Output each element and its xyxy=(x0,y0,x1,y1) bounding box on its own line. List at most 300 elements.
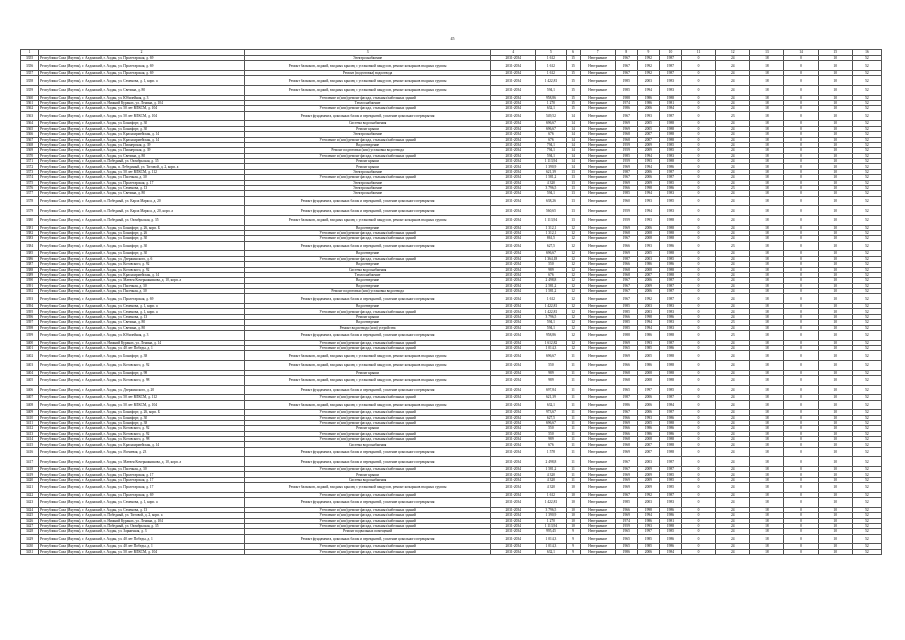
table-cell: 10 xyxy=(818,360,852,370)
table-cell: Неотрывное xyxy=(580,191,615,196)
table-cell: Система водоснабжения xyxy=(245,442,491,447)
table-cell: 18 xyxy=(750,549,784,554)
table-cell: Республика Саха (Якутия), г. Алданский, г. Алдан, ул. Красноармейская, д. 14 xyxy=(39,442,245,447)
table-cell: 11 xyxy=(566,370,580,375)
table-cell: 2007 xyxy=(637,137,659,142)
column-header-6: 6 xyxy=(566,50,580,56)
table-cell: 3381 xyxy=(21,225,39,230)
table-cell: 10 xyxy=(818,518,852,523)
table-cell: 52 xyxy=(852,346,881,351)
table-cell: 1983 xyxy=(659,498,681,508)
table-cell: 1986 xyxy=(659,415,681,420)
table-cell: Неотрывное xyxy=(580,370,615,375)
table-cell: Утепление и (или) ремонт фасада, стальных/кабельных зданий xyxy=(245,309,491,314)
table-cell: 52 xyxy=(852,186,881,191)
table-cell: 10 xyxy=(818,395,852,400)
column-header-10: 10 xyxy=(659,50,681,56)
table-cell: 1 390,9 xyxy=(536,164,566,169)
table-row xyxy=(21,61,882,71)
table-cell: 1965 xyxy=(615,534,637,544)
table-cell: Республика Саха (Якутия), г. Алданский, г. Алдан, ул. Свечина, д. 80 xyxy=(39,320,245,325)
table-cell: 0 xyxy=(784,283,818,288)
table-cell: 989 xyxy=(536,370,566,375)
table-cell: 11 xyxy=(566,420,580,425)
table-cell: 1 612 xyxy=(536,61,566,71)
table-cell: 0 xyxy=(784,256,818,261)
table-cell: 10 xyxy=(818,56,852,61)
table-cell: 13 xyxy=(566,191,580,196)
table-cell: 3383 xyxy=(21,236,39,241)
table-cell: 24 xyxy=(716,351,750,361)
table-cell: 10 xyxy=(818,230,852,235)
table-cell: 2005 xyxy=(637,351,659,361)
table-cell: 2031-2034 xyxy=(491,137,536,142)
table-cell: Республика Саха (Якутия), г. Алданский, г. Алдан, ул. 50 лет ВЛКСМ, д. 104 xyxy=(39,549,245,554)
table-cell: 0 xyxy=(682,320,716,325)
table-cell: 989 xyxy=(536,375,566,385)
table-cell: Утепление и (или) ремонт фасада, стальных/кабельных зданий xyxy=(245,544,491,549)
table-cell: 52 xyxy=(852,437,881,442)
table-cell: 2031-2034 xyxy=(491,175,536,180)
table-row xyxy=(21,400,882,410)
table-cell: 12 xyxy=(566,267,580,272)
table-cell: 11 xyxy=(566,385,580,395)
table-cell: 794,1 xyxy=(536,148,566,153)
table-cell: 621,39 xyxy=(536,169,566,174)
table-cell: 12 xyxy=(566,289,580,294)
table-cell: Неотрывное xyxy=(580,262,615,267)
table-cell: 2031-2034 xyxy=(491,236,536,241)
table-cell: 1987 xyxy=(659,395,681,400)
table-cell: 0 xyxy=(682,251,716,256)
table-cell: 52 xyxy=(852,164,881,169)
table-cell: 2031-2034 xyxy=(491,375,536,385)
table-cell: 594,1 xyxy=(536,325,566,330)
table-cell: 18 xyxy=(750,126,784,131)
table-cell: 10 xyxy=(818,289,852,294)
table-cell: 15 xyxy=(566,76,580,86)
table-cell: Республика Саха (Якутия), г. Алданский, г. Алдан, ул. 50 лет ВЛКСМ, д. 112 xyxy=(39,395,245,400)
table-cell: 18 xyxy=(750,534,784,544)
table-cell: 24 xyxy=(716,385,750,395)
table-cell: 2031-2034 xyxy=(491,492,536,497)
table-cell: Ремонт крыши xyxy=(245,426,491,431)
table-cell: 18 xyxy=(750,142,784,147)
table-cell: 1986 xyxy=(637,431,659,436)
table-cell: 24 xyxy=(716,267,750,272)
table-row xyxy=(21,360,882,370)
table-cell: Неотрывное xyxy=(580,251,615,256)
table-cell: 0 xyxy=(682,549,716,554)
table-cell: Республика Саха (Якутия), г. Алданский, г. Алдан, ул. Семенова, д. 1, корп. а xyxy=(39,498,245,508)
table-cell: 2031-2034 xyxy=(491,447,536,457)
table-cell: 2031-2034 xyxy=(491,529,536,534)
table-cell: 10 xyxy=(818,437,852,442)
table-cell: Утепление и (или) ремонт фасада, стальных/кабельных зданий xyxy=(245,256,491,261)
table-cell: Система водоснабжения xyxy=(245,121,491,126)
table-cell: Республика Саха (Якутия), г. Алданский, п. Победный, ул. Титовой, д. 2, корп. а xyxy=(39,513,245,518)
table-cell: 1997 xyxy=(637,385,659,395)
table-cell: 0 xyxy=(682,137,716,142)
table-cell: 3416 xyxy=(21,447,39,457)
table-cell: Республика Саха (Якутия), г. Алданский, г. Алдан, ул. Бонифорт, д. 30 xyxy=(39,126,245,131)
table-cell: 0 xyxy=(682,314,716,319)
table-cell: 18 xyxy=(750,169,784,174)
table-cell: 0 xyxy=(784,175,818,180)
table-cell: 1983 xyxy=(659,85,681,95)
table-cell: 0 xyxy=(682,420,716,425)
table-cell: 3386 xyxy=(21,256,39,261)
table-cell: 1998 xyxy=(637,186,659,191)
table-cell: 0 xyxy=(682,56,716,61)
table-cell: 18 xyxy=(750,132,784,137)
table-cell: 627,5 xyxy=(536,415,566,420)
table-cell: 0 xyxy=(682,76,716,86)
table-cell: 10 xyxy=(818,132,852,137)
table-cell: 0 xyxy=(682,304,716,309)
table-cell: 2031-2034 xyxy=(491,215,536,225)
table-cell: 1966 xyxy=(615,507,637,512)
table-cell: 0 xyxy=(682,70,716,75)
table-cell: 1984 xyxy=(659,106,681,111)
table-cell: Республика Саха (Якутия), г. Алданский, г. Алдан, ул. Бонифорт, д. 30 xyxy=(39,251,245,256)
table-cell: 1968 xyxy=(615,132,637,137)
table-cell: 1969 xyxy=(615,251,637,256)
table-cell: 0 xyxy=(784,320,818,325)
table-cell: 24 xyxy=(716,283,750,288)
table-cell: 0 xyxy=(784,106,818,111)
table-cell: 3368 xyxy=(21,142,39,147)
table-cell: 3424 xyxy=(21,507,39,512)
table-cell: 3403 xyxy=(21,360,39,370)
table-cell: 18 xyxy=(750,498,784,508)
table-cell: 52 xyxy=(852,498,881,508)
table-cell: 3404 xyxy=(21,370,39,375)
table-cell: 18 xyxy=(750,420,784,425)
table-cell: 2031-2034 xyxy=(491,256,536,261)
table-cell: 1994 xyxy=(637,513,659,518)
table-cell: 1967 xyxy=(615,278,637,283)
table-cell: 0 xyxy=(784,251,818,256)
table-cell: Республика Саха (Якутия), г. Алданский, г. Алдан, ул. Пролетарская, д. 69 xyxy=(39,70,245,75)
table-cell: 2005 xyxy=(637,121,659,126)
table-cell: 10 xyxy=(818,236,852,241)
table-cell: Неотрывное xyxy=(580,472,615,477)
table-cell: Утепление и (или) ремонт фасада, стальных/кабельных зданий xyxy=(245,230,491,235)
table-cell: Неотрывное xyxy=(580,148,615,153)
table-cell: 1986 xyxy=(637,100,659,105)
table-cell: Неотрывное xyxy=(580,431,615,436)
table-cell: 24 xyxy=(716,483,750,493)
table-cell: Республика Саха (Якутия), г. Алданский, г. Алдан, ул. Пионерская, д. 39 xyxy=(39,148,245,153)
table-cell: 1983 xyxy=(659,191,681,196)
table-cell: 0 xyxy=(784,294,818,304)
table-cell: 10 xyxy=(818,331,852,341)
table-cell: 1994 xyxy=(637,191,659,196)
table-cell: 0 xyxy=(784,225,818,230)
table-cell: 2031-2034 xyxy=(491,395,536,400)
table-cell: 0 xyxy=(784,420,818,425)
table-cell: 2006 xyxy=(637,410,659,415)
table-cell: 3406 xyxy=(21,385,39,395)
table-cell: 1960 xyxy=(615,196,637,206)
table-cell: Неотрывное xyxy=(580,267,615,272)
table-cell: 1 422,81 xyxy=(536,498,566,508)
table-cell: 10 xyxy=(818,76,852,86)
table-cell: 3425 xyxy=(21,513,39,518)
table-cell: 1988 xyxy=(659,370,681,375)
table-cell: Электроснабжение xyxy=(245,186,491,191)
table-cell: 2031-2034 xyxy=(491,544,536,549)
table-cell: 14 xyxy=(566,137,580,142)
table-cell: 0 xyxy=(682,186,716,191)
table-cell: 10 xyxy=(818,121,852,126)
table-cell: 10 xyxy=(818,100,852,105)
table-cell: 24 xyxy=(716,225,750,230)
table-cell: 12 xyxy=(566,225,580,230)
table-cell: Республика Саха (Якутия), г. Алданский, г. Алдан, ул. Красноармейская, д. 14 xyxy=(39,137,245,142)
table-cell: 0 xyxy=(682,191,716,196)
table-cell: Республика Саха (Якутия), г. Алданский, г. Алдан, п. Лебединый, ул. Титовой, д. 2, корп. а xyxy=(39,164,245,169)
table-cell: 1969 xyxy=(615,472,637,477)
table-cell: 1986 xyxy=(637,95,659,100)
table-cell: 10 xyxy=(818,191,852,196)
table-cell: 1985 xyxy=(615,191,637,196)
table-cell: 11 xyxy=(566,400,580,410)
table-cell: 2031-2034 xyxy=(491,241,536,251)
table-cell: 632,1 xyxy=(536,106,566,111)
table-cell: 9 xyxy=(566,534,580,544)
table-cell: 697,84 xyxy=(536,385,566,395)
table-cell: 12 xyxy=(566,283,580,288)
table-cell: 1969 xyxy=(615,477,637,482)
table-cell: 2031-2034 xyxy=(491,549,536,554)
table-cell: 24 xyxy=(716,431,750,436)
table-row xyxy=(21,351,882,361)
table-cell: 3365 xyxy=(21,126,39,131)
table-cell: 18 xyxy=(750,241,784,251)
table-cell: 2009 xyxy=(637,467,659,472)
table-cell: 18 xyxy=(750,137,784,142)
column-header-11: 11 xyxy=(682,50,716,56)
table-cell: Неотрывное xyxy=(580,142,615,147)
table-cell: 10 xyxy=(818,410,852,415)
table-cell: 23 xyxy=(716,111,750,121)
table-cell: 52 xyxy=(852,262,881,267)
table-cell: 1 581,2 xyxy=(536,467,566,472)
table-cell: 2031-2034 xyxy=(491,186,536,191)
table-cell: 1985 xyxy=(659,148,681,153)
table-cell: 1 270 xyxy=(536,100,566,105)
table-cell: Неотрывное xyxy=(580,175,615,180)
table-cell: 10 xyxy=(566,507,580,512)
table-cell: 1985 xyxy=(615,325,637,330)
table-cell: 52 xyxy=(852,410,881,415)
table-cell: 12 xyxy=(566,320,580,325)
table-cell: Водоотведение xyxy=(245,304,491,309)
table-cell: Республика Саха (Якутия), г. Алданский, г. Алдан, ул. Юбилейная, д. 3 xyxy=(39,95,245,100)
table-cell: 1986 xyxy=(637,331,659,341)
table-cell: 1986 xyxy=(615,400,637,410)
table-cell: 10 xyxy=(818,507,852,512)
table-cell: 1994 xyxy=(637,206,659,216)
table-cell: Республика Саха (Якутия), г. Алданский, г. Алдан, ул. Свечина, д. 80 xyxy=(39,85,245,95)
table-cell: Водоотведение xyxy=(245,262,491,267)
table-cell: 18 xyxy=(750,314,784,319)
table-cell: 15 xyxy=(566,70,580,75)
table-cell: Неотрывное xyxy=(580,346,615,351)
table-cell: 52 xyxy=(852,447,881,457)
table-cell: 52 xyxy=(852,507,881,512)
table-cell: 1988 xyxy=(659,267,681,272)
table-cell: 1967 xyxy=(615,410,637,415)
table-cell: 24 xyxy=(716,180,750,185)
table-cell: 1967 xyxy=(615,294,637,304)
table-cell: 18 xyxy=(750,56,784,61)
table-cell: 2031-2034 xyxy=(491,320,536,325)
table-cell: Неотрывное xyxy=(580,283,615,288)
table-cell: Утепление и (или) ремонт фасада, стальных/кабельных зданий xyxy=(245,106,491,111)
table-cell: 0 xyxy=(784,483,818,493)
table-cell: 2031-2034 xyxy=(491,206,536,216)
table-cell: Утепление и (или) ремонт фасада, стальных/кабельных зданий xyxy=(245,153,491,158)
table-cell: 1993 xyxy=(637,111,659,121)
table-cell: Республика Саха (Якутия), г. Алданский, г. Алдан, ул. Пасечная, д. 30 xyxy=(39,289,245,294)
table-cell: 3426 xyxy=(21,518,39,523)
table-cell: 18 xyxy=(750,346,784,351)
table-cell: Утепление и (или) ремонт фасада, стальных/кабельных зданий xyxy=(245,236,491,241)
table-cell: 1988 xyxy=(659,126,681,131)
table-cell: 3390 xyxy=(21,278,39,283)
table-cell: 0 xyxy=(682,132,716,137)
table-cell: 52 xyxy=(852,95,881,100)
table-cell: 11 xyxy=(566,457,580,467)
table-cell: 18 xyxy=(750,400,784,410)
table-cell: Неотрывное xyxy=(580,164,615,169)
table-cell: 2031-2034 xyxy=(491,126,536,131)
table-cell: 0 xyxy=(784,477,818,482)
table-cell: 1987 xyxy=(659,175,681,180)
column-header-15: 15 xyxy=(818,50,852,56)
table-cell: 11 xyxy=(566,442,580,447)
table-cell: 0 xyxy=(784,492,818,497)
table-cell: 1985 xyxy=(659,385,681,395)
table-cell: 10 xyxy=(818,309,852,314)
table-cell: 3422 xyxy=(21,492,39,497)
table-cell: 24 xyxy=(716,529,750,534)
table-cell: 2003 xyxy=(637,309,659,314)
table-cell: Республика Саха (Якутия), г. Алданский, г. Алдан, ул. Бонифорт, д. 26, корп. Б xyxy=(39,410,245,415)
table-cell: 24 xyxy=(716,100,750,105)
table-cell: 696,67 xyxy=(536,251,566,256)
table-cell: 52 xyxy=(852,100,881,105)
table-cell: 0 xyxy=(682,472,716,477)
table-cell: 0 xyxy=(784,215,818,225)
table-cell: Неотрывное xyxy=(580,309,615,314)
table-cell: 1985 xyxy=(659,142,681,147)
table-cell: 1993 xyxy=(637,159,659,164)
table-cell: 52 xyxy=(852,153,881,158)
table-cell: 23 xyxy=(716,331,750,341)
table-cell: 3428 xyxy=(21,529,39,534)
table-cell: 0 xyxy=(682,483,716,493)
table-cell: 18 xyxy=(750,518,784,523)
table-cell: 24 xyxy=(716,70,750,75)
table-cell: 18 xyxy=(750,106,784,111)
table-cell: 1994 xyxy=(637,320,659,325)
table-cell: 23 xyxy=(716,186,750,191)
table-cell: Система водоснабжения xyxy=(245,477,491,482)
table-cell: 18 xyxy=(750,262,784,267)
table-cell: 3415 xyxy=(21,442,39,447)
table-cell: 11 xyxy=(566,472,580,477)
table-cell: 11 xyxy=(566,426,580,431)
table-cell: 2031-2034 xyxy=(491,289,536,294)
table-cell: 10 xyxy=(818,278,852,283)
table-cell: 1983 xyxy=(659,309,681,314)
table-cell: 52 xyxy=(852,142,881,147)
table-cell: 10 xyxy=(818,320,852,325)
table-cell: 24 xyxy=(716,126,750,131)
table-cell: 52 xyxy=(852,121,881,126)
table-cell: 18 xyxy=(750,523,784,528)
table-cell: 24 xyxy=(716,262,750,267)
table-cell: 52 xyxy=(852,126,881,131)
table-cell: 3410 xyxy=(21,415,39,420)
table-cell: 1981 xyxy=(659,518,681,523)
table-cell: 3407 xyxy=(21,395,39,400)
table-cell: 2031-2034 xyxy=(491,331,536,341)
table-cell: 10 xyxy=(818,262,852,267)
table-cell: 1967 xyxy=(615,175,637,180)
table-cell: 1969 xyxy=(615,126,637,131)
table-cell: 0 xyxy=(682,426,716,431)
table-cell: 18 xyxy=(750,283,784,288)
table-cell: 1969 xyxy=(615,513,637,518)
table-cell: 2006 xyxy=(637,169,659,174)
table-cell: 1967 xyxy=(615,61,637,71)
table-cell: 2006 xyxy=(637,400,659,410)
table-cell: 18 xyxy=(750,370,784,375)
table-cell: 3431 xyxy=(21,549,39,554)
table-cell: 2031-2034 xyxy=(491,410,536,415)
table-cell: 2008 xyxy=(637,267,659,272)
table-cell: 3357 xyxy=(21,70,39,75)
table-cell: 0 xyxy=(784,498,818,508)
table-cell: 2009 xyxy=(637,472,659,477)
table-cell: 2031-2034 xyxy=(491,518,536,523)
table-cell: 24 xyxy=(716,95,750,100)
table-cell: 18 xyxy=(750,186,784,191)
table-cell: 3417 xyxy=(21,457,39,467)
table-cell: 10 xyxy=(818,549,852,554)
table-cell: 3363 xyxy=(21,111,39,121)
table-cell: 1987 xyxy=(659,61,681,71)
table-cell: Неотрывное xyxy=(580,457,615,467)
table-cell: 24 xyxy=(716,498,750,508)
table-cell: 0 xyxy=(784,304,818,309)
table-cell: 0 xyxy=(682,267,716,272)
table-cell: Неотрывное xyxy=(580,395,615,400)
table-cell: 10 xyxy=(818,415,852,420)
table-cell: 52 xyxy=(852,241,881,251)
table-cell: 1987 xyxy=(615,395,637,400)
table-row xyxy=(21,331,882,341)
table-cell: 0 xyxy=(784,85,818,95)
table-cell: Неотрывное xyxy=(580,225,615,230)
table-cell: 11 xyxy=(566,437,580,442)
table-cell: 10 xyxy=(566,513,580,518)
